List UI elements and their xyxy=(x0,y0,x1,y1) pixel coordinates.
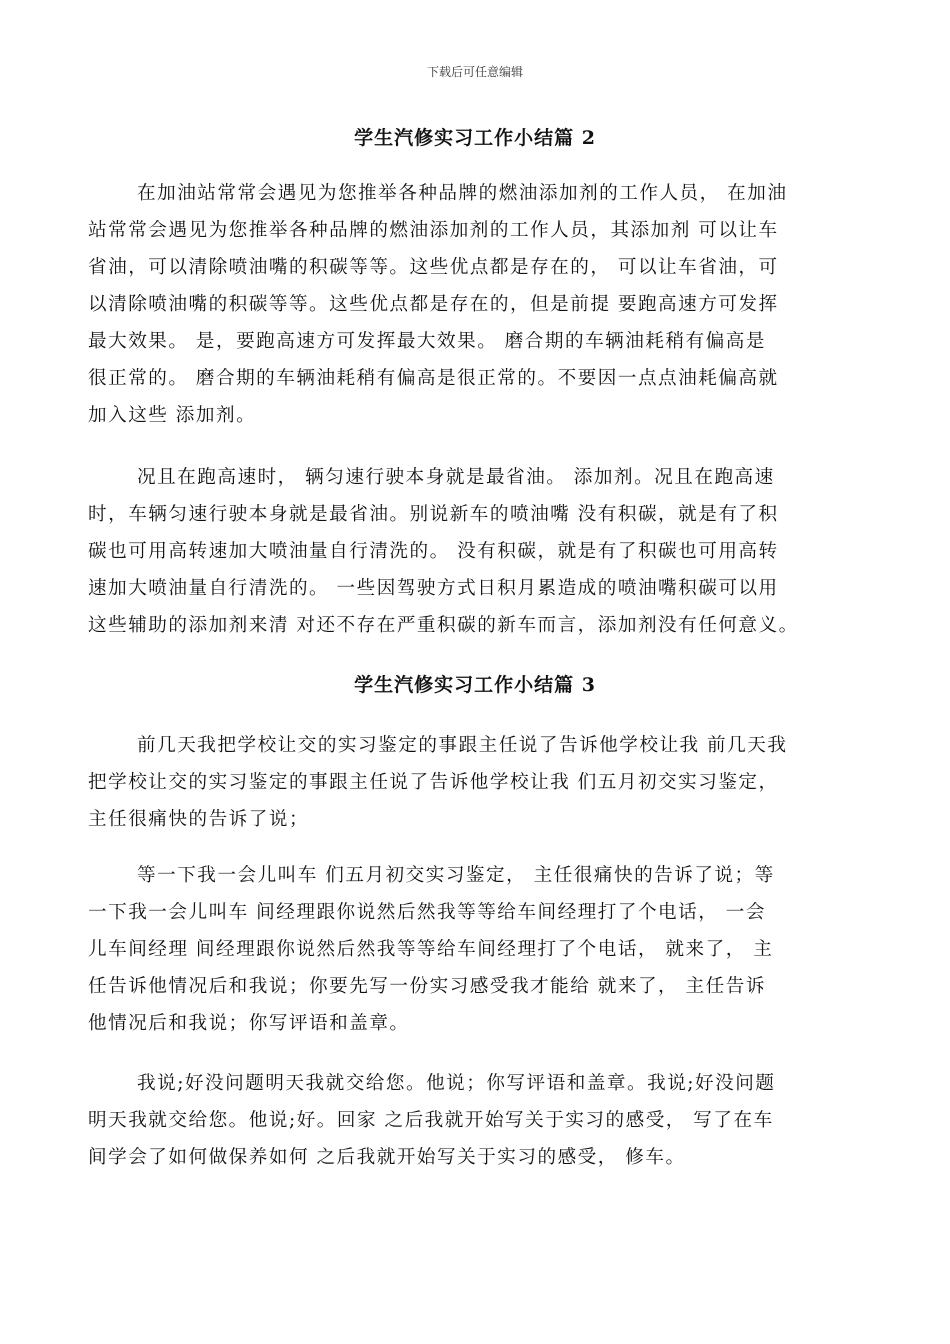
paragraph-line: 一下我一会儿叫车 间经理跟你说然后然我等等给车间经理打了个电话， 一会 xyxy=(88,902,766,923)
paragraph-line: 况且在跑高速时， 辆匀速行驶本身就是最省油。 添加剂。况且在跑高速 xyxy=(137,467,775,488)
section-heading-2: 学生汽修实习工作小结篇 2 xyxy=(354,127,596,149)
paragraph-line: 我说;好没问题明天我就交给您。他说；你写评语和盖章。我说;好没问题 xyxy=(137,1073,776,1094)
paragraph-line: 碳也可用高转速加大喷油量自行清洗的。 没有积碳，就是有了积碳也可用高转 xyxy=(88,541,779,562)
page-header-note: 下载后可任意编辑 xyxy=(426,65,523,79)
paragraph-appraisal xyxy=(88,727,868,838)
paragraph-line: 以清除喷油嘴的积碳等等。这些优点都是存在的，但是前提 要跑高速方可发挥 xyxy=(88,294,779,315)
paragraph-reflection xyxy=(88,1065,868,1176)
paragraph-line: 儿车间经理 间经理跟你说然后然我等等给车间经理打了个电话， 就来了， 主 xyxy=(88,939,774,960)
paragraph-high-speed xyxy=(88,459,868,644)
paragraph-line: 省油，可以清除喷油嘴的积碳等等。这些优点都是存在的， 可以让车省油，可 xyxy=(88,257,779,278)
paragraph-line: 他情况后和我说；你写评语和盖章。 xyxy=(88,1013,410,1034)
paragraph-line: 速加大喷油量自行清洗的。 一些因驾驶方式日积月累造成的喷油嘴积碳可以用 xyxy=(88,578,779,599)
paragraph-line: 前几天我把学校让交的实习鉴定的事跟主任说了告诉他学校让我 前几天我 xyxy=(137,735,788,756)
paragraph-fuel-additive xyxy=(88,175,868,434)
paragraph-workshop-manager xyxy=(88,857,868,1042)
paragraph-line: 加入这些 添加剂。 xyxy=(88,405,257,426)
paragraph-line: 任告诉他情况后和我说；你要先写一份实习感受我才能给 就来了， 主任告诉 xyxy=(88,976,766,997)
paragraph-line: 站常常会遇见为您推举各种品牌的燃油添加剂的工作人员，其添加剂 可以让车 xyxy=(88,220,779,241)
paragraph-line: 把学校让交的实习鉴定的事跟主任说了告诉他学校让我 们五月初交实习鉴定， xyxy=(88,772,779,793)
paragraph-line: 很正常的。 磨合期的车辆油耗稍有偏高是很正常的。不要因一点点油耗偏高就 xyxy=(88,368,779,389)
paragraph-line: 在加油站常常会遇见为您推举各种品牌的燃油添加剂的工作人员， 在加油 xyxy=(137,183,788,204)
paragraph-line: 这些辅助的添加剂来清 对还不存在严重积碳的新车而言，添加剂没有任何意义。 xyxy=(88,615,799,636)
paragraph-line: 最大效果。 是，要跑高速方可发挥最大效果。 磨合期的车辆油耗稍有偏高是 xyxy=(88,331,766,352)
paragraph-line: 主任很痛快的告诉了说； xyxy=(88,809,310,830)
paragraph-line: 等一下我一会儿叫车 们五月初交实习鉴定， 主任很痛快的告诉了说；等 xyxy=(137,865,775,886)
section-heading-3: 学生汽修实习工作小结篇 3 xyxy=(354,674,596,696)
paragraph-line: 时，车辆匀速行驶本身就是最省油。别说新车的喷油嘴 没有积碳，就是有了积 xyxy=(88,504,779,525)
paragraph-line: 间学会了如何做保养如何 之后我就开始写关于实习的感受， 修车。 xyxy=(88,1147,686,1168)
paragraph-line: 明天我就交给您。他说;好。回家 之后我就开始写关于实习的感受， 写了在车 xyxy=(88,1110,774,1131)
